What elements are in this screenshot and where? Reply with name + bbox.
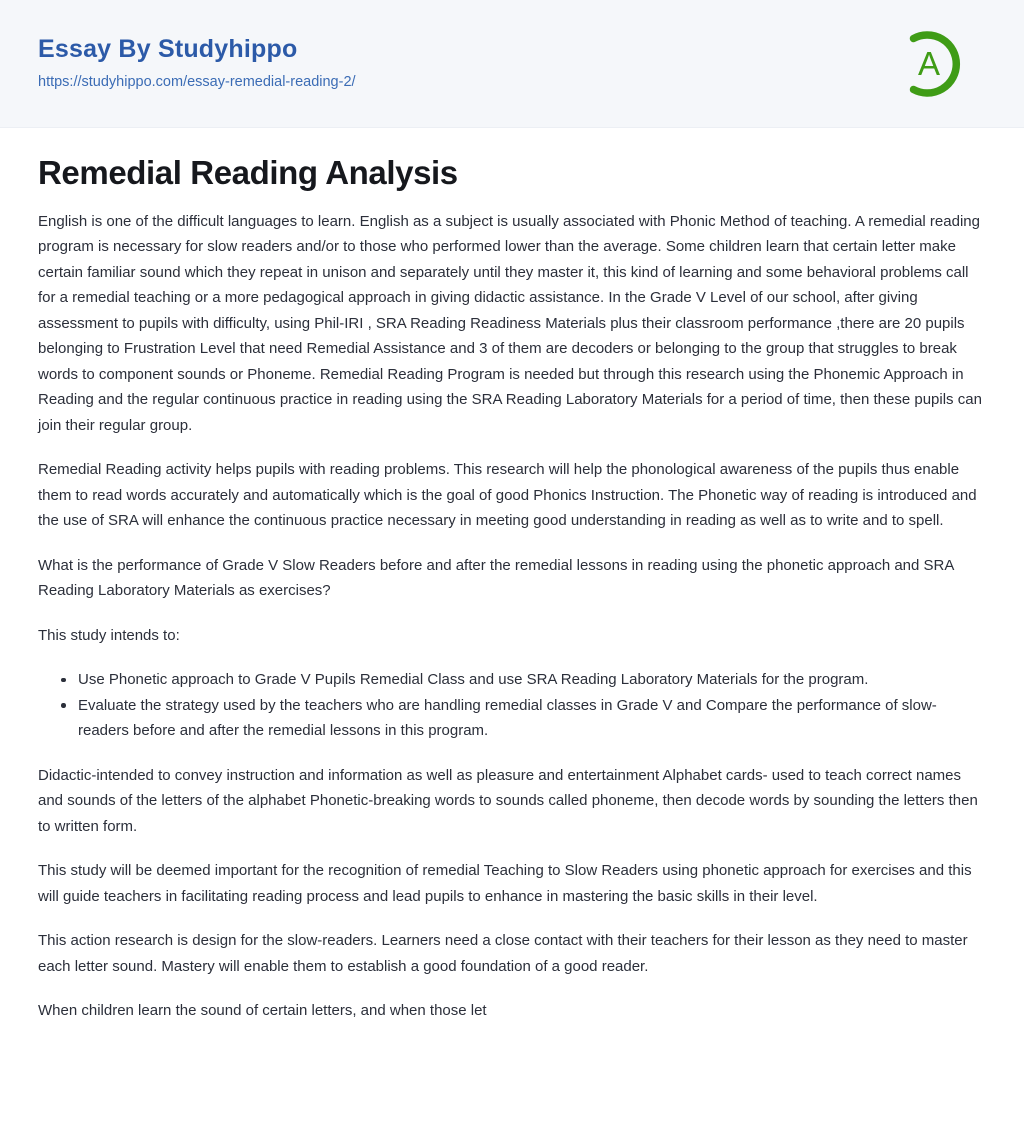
source-url-link[interactable]: https://studyhippo.com/essay-remedial-reading-2/ bbox=[38, 74, 356, 91]
logo-letter: A bbox=[917, 44, 941, 82]
paragraph-scope: This action research is design for the slow-readers. Learners need a close contact with their teachers for their lesson as they need to master each letter sound. Mastery will enable them to establish a good foundation of a good reader. bbox=[38, 932, 968, 975]
paragraph-definitions: Didactic-intended to convey instruction and information as well as pleasure and entertainment Alphabet cards- used to teach correct names and sounds of the letters of the alphabet Phonetic-breaking words to sounds called phoneme, then decode words by sounding the letters then to written form. bbox=[38, 766, 978, 835]
document-content bbox=[0, 128, 1024, 1024]
site-header bbox=[0, 0, 1024, 128]
paragraph-research-question: What is the performance of Grade V Slow Readers before and after the remedial lessons in reading using the phonetic approach and SRA Reading Laboratory Materials as exercises? bbox=[38, 556, 954, 600]
paragraph-significance: This study will be deemed important for the recognition of remedial Teaching to Slow Readers using phonetic approach for exercises and this will guide teachers in facilitating reading process and lead pupils to enhance in mastering the basic skills in their level. bbox=[38, 862, 972, 905]
header-branding bbox=[38, 36, 356, 91]
paragraph-truncated: When children learn the sound of certain letters, and when those let bbox=[38, 1002, 487, 1020]
brand-title: Essay By Studyhippo bbox=[38, 34, 298, 63]
paragraph-objectives-lead: This study intends to: bbox=[38, 626, 180, 644]
list-item: Evaluate the strategy used by the teachers who are handling remedial classes in Grade V and Compare the performance of slow- readers before and after the remedial lessons in this program. bbox=[78, 693, 986, 744]
list-item: Use Phonetic approach to Grade V Pupils Remedial Class and use SRA Reading Laboratory Materials for the program. bbox=[78, 667, 986, 693]
studyhippo-arc-logo bbox=[892, 25, 970, 103]
objectives-list bbox=[38, 667, 986, 744]
paragraph-intro: English is one of the difficult languages to learn. English as a subject is usually associated with Phonic Method of teaching. A remedial reading program is necessary for slow readers and/or to those who performed lower than the average. Some children learn that certain letter make certain familiar sound which they repeat in unison and separately until they master it, this kind of learning and some behavioral problems call for a remedial teaching or a more pedagogical approach in giving didactic assistance. In the Grade V Level of our school, after giving assessment to pupils with difficulty, using Phil-IRI , SRA Reading Readiness Materials plus their classroom performance ,there are 20 pupils belonging to Frustration Level that need Remedial Assistance and 3 of them are decoders or belonging to the group that struggles to break words to component sounds or Phoneme. Remedial Reading Program is needed but through this research using the Phonemic Approach in Reading and the regular continuous practice in reading using the SRA Reading Laboratory Materials for a period of time, then these pupils can join their regular group. bbox=[38, 212, 982, 434]
page-title: Remedial Reading Analysis bbox=[38, 154, 458, 191]
paragraph-rationale: Remedial Reading activity helps pupils with reading problems. This research will help the phonological awareness of the pupils thus enable them to read words accurately and automatically which is the goal of good Phonics Instruction. The Phonetic way of reading is introduced and the use of SRA will enhance the continuous practice necessary in meeting good understanding in reading as well as to write and to spell. bbox=[38, 461, 977, 530]
